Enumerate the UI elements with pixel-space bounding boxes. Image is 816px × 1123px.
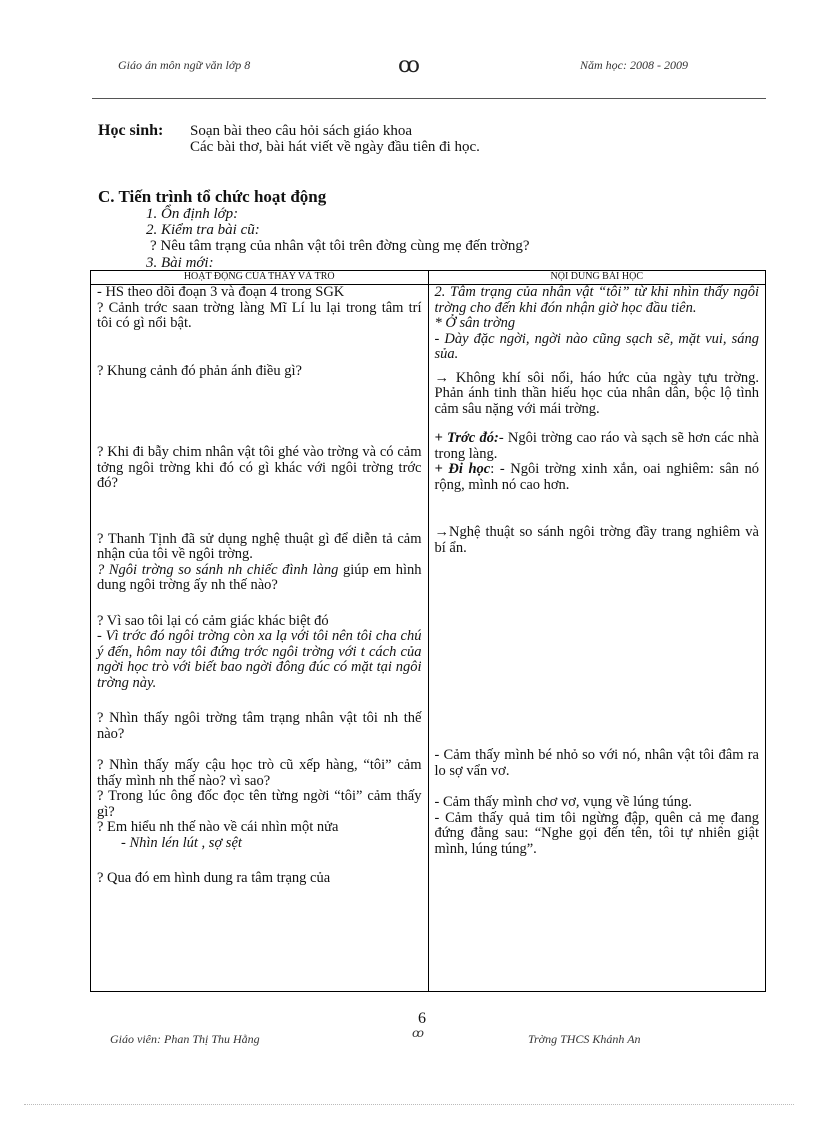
activity-line: ? Thanh Tịnh đã sử dụng nghệ thuật gì để diễn tả cảm nhận của tôi về ngôi trờng. (97, 530, 422, 562)
prep-line-2: Các bài thơ, bài hát viết về ngày đầu tiên đi học. (190, 139, 480, 155)
activity-text: giúp em hình dung ngôi trờng ấy nh thế nào? (97, 561, 422, 593)
section-title: C. Tiến trình tổ chức hoạt động (98, 187, 327, 206)
col-header-activities: HOẠT ĐỘNG CỦA THẦY VÀ TRÒ (91, 271, 429, 285)
footer-teacher: Giáo viên: Phan Thị Thu Hằng (110, 1032, 260, 1046)
activity-line: ? Khung cảnh đó phản ánh điều gì? (97, 362, 302, 379)
footer-school: Trờng THCS Khánh An (528, 1032, 641, 1046)
prep-line-1: Soạn bài theo câu hỏi sách giáo khoa (190, 123, 413, 139)
content-text: : - Ngôi trờng xinh xắn, oai nghiêm: sân nó rộng, mình nó cao hơn. (434, 461, 759, 493)
content-text: Nghệ thuật so sánh ngôi trờng đầy trang nghiêm và bí ẩn. (434, 524, 759, 556)
prep-label: Học sinh: (98, 122, 164, 139)
content-line: - Cảm thấy mình bé nhỏ so với nó, nhân vật tôi đâm ra lo sợ vẩn vơ. (434, 747, 759, 779)
activity-line (97, 563, 422, 594)
activity-line: - Vì trớc đó ngôi trờng còn xa lạ với tôi nên tôi cha chú ý đến, hôm nay tôi đứng trớc ngôi trờng với t cách của ngời học trò với biết bao ngời đông đúc có mặt tại ngôi trờng này. (97, 628, 422, 691)
content-text: - Ngôi trờng cao ráo và sạch sẽ hơn các nhà trong làng. (434, 430, 759, 462)
activity-line: ? Nhìn thấy mấy cậu học trò cũ xếp hàng, “tôi” cảm thấy mình nh thế nào? vì sao? (97, 757, 422, 789)
activity-line: ? Trong lúc ông đốc đọc tên từng ngời “tôi” cảm thấy gì? (97, 788, 422, 820)
lesson-table (90, 270, 766, 992)
activity-line: ? Em hiểu nh thế nào về cái nhìn một nửa (97, 819, 339, 835)
page-bottom-divider (24, 1104, 794, 1105)
page-number: 6 (418, 1010, 426, 1027)
activity-line: ? Cảnh trớc saan trờng làng Mĩ Lí lu lại trong tâm trí tôi có gì nổi bật. (97, 299, 422, 331)
header-rule (92, 98, 766, 99)
step-1: 1. Ổn định lớp: (146, 206, 239, 222)
step-2: 2. Kiểm tra bài cũ: (146, 222, 260, 238)
content-text: Không khí sôi nổi, háo hức của ngày tựu trờng. Phản ánh tinh thần hiếu học của nhân dân, bộc lộ tình cảm sâu nặng với mái trờng. (434, 369, 759, 417)
content-line: - Dày đặc ngời, ngời nào cũng sạch sẽ, mặt vui, sáng sủa. (434, 330, 759, 362)
activity-line: ? Qua đó em hình dung ra tâm trạng của (97, 870, 331, 886)
content-label: + Đi học (434, 461, 491, 477)
content-cell (428, 285, 766, 992)
activity-line: ? Nhìn thấy ngôi trờng tâm trạng nhân vật tôi nh thế nào? (97, 710, 422, 742)
header-school-year: Năm học: 2008 - 2009 (580, 58, 688, 72)
content-line: - Cảm thấy quả tim tôi ngừng đập, quên cả mẹ đang đứng đằng sau: “Nghe gọi đến tên, tôi tự nhiên giật mình, lúng túng”. (434, 809, 759, 857)
content-line: - Cảm thấy mình chơ vơ, vụng về lúng túng. (434, 794, 692, 810)
step-3: 3. Bài mới: (146, 255, 214, 271)
table-row (91, 285, 766, 992)
review-question: ? Nêu tâm trạng của nhân vật tôi trên đờng cùng mẹ đến trờng? (150, 238, 530, 254)
content-label: + Trớc đó: (434, 430, 499, 446)
arrow-right-icon: → (434, 369, 449, 386)
content-line (435, 525, 760, 556)
content-line (435, 431, 760, 462)
header-ornament-icon: ꝏ (398, 52, 421, 77)
activities-cell (91, 285, 429, 992)
table-header-row (91, 271, 766, 285)
header-subject: Giáo án môn ngữ văn lớp 8 (118, 58, 251, 72)
content-line (435, 371, 760, 418)
footer-ornament-icon: ꝏ (412, 1026, 425, 1040)
content-line: 2. Tâm trạng của nhân vật “tôi” từ khi nhìn thấy ngôi trờng cho đến khi đón nhận giờ học đầu tiên. (434, 284, 759, 316)
activity-line: ? Vì sao tôi lại có cảm giác khác biệt đó (97, 612, 329, 629)
col-header-content: NỘI DUNG BÀI HỌC (428, 271, 766, 285)
content-line: * Ở sân trờng (434, 315, 516, 331)
activity-line: ? Khi đi bẫy chim nhân vật tôi ghé vào trờng và có cảm tởng ngôi trờng khi đó có gì khác với ngôi trờng trớc đó? (97, 444, 422, 491)
activity-line: - Nhìn lén lút , sợ sệt (121, 834, 242, 851)
content-line (435, 462, 760, 493)
activity-italic: ? Ngôi trờng so sánh nh chiếc đình làng (97, 561, 339, 578)
arrow-right-icon: → (434, 524, 449, 540)
activity-line: - HS theo dõi đoạn 3 và đoạn 4 trong SGK (97, 284, 345, 300)
